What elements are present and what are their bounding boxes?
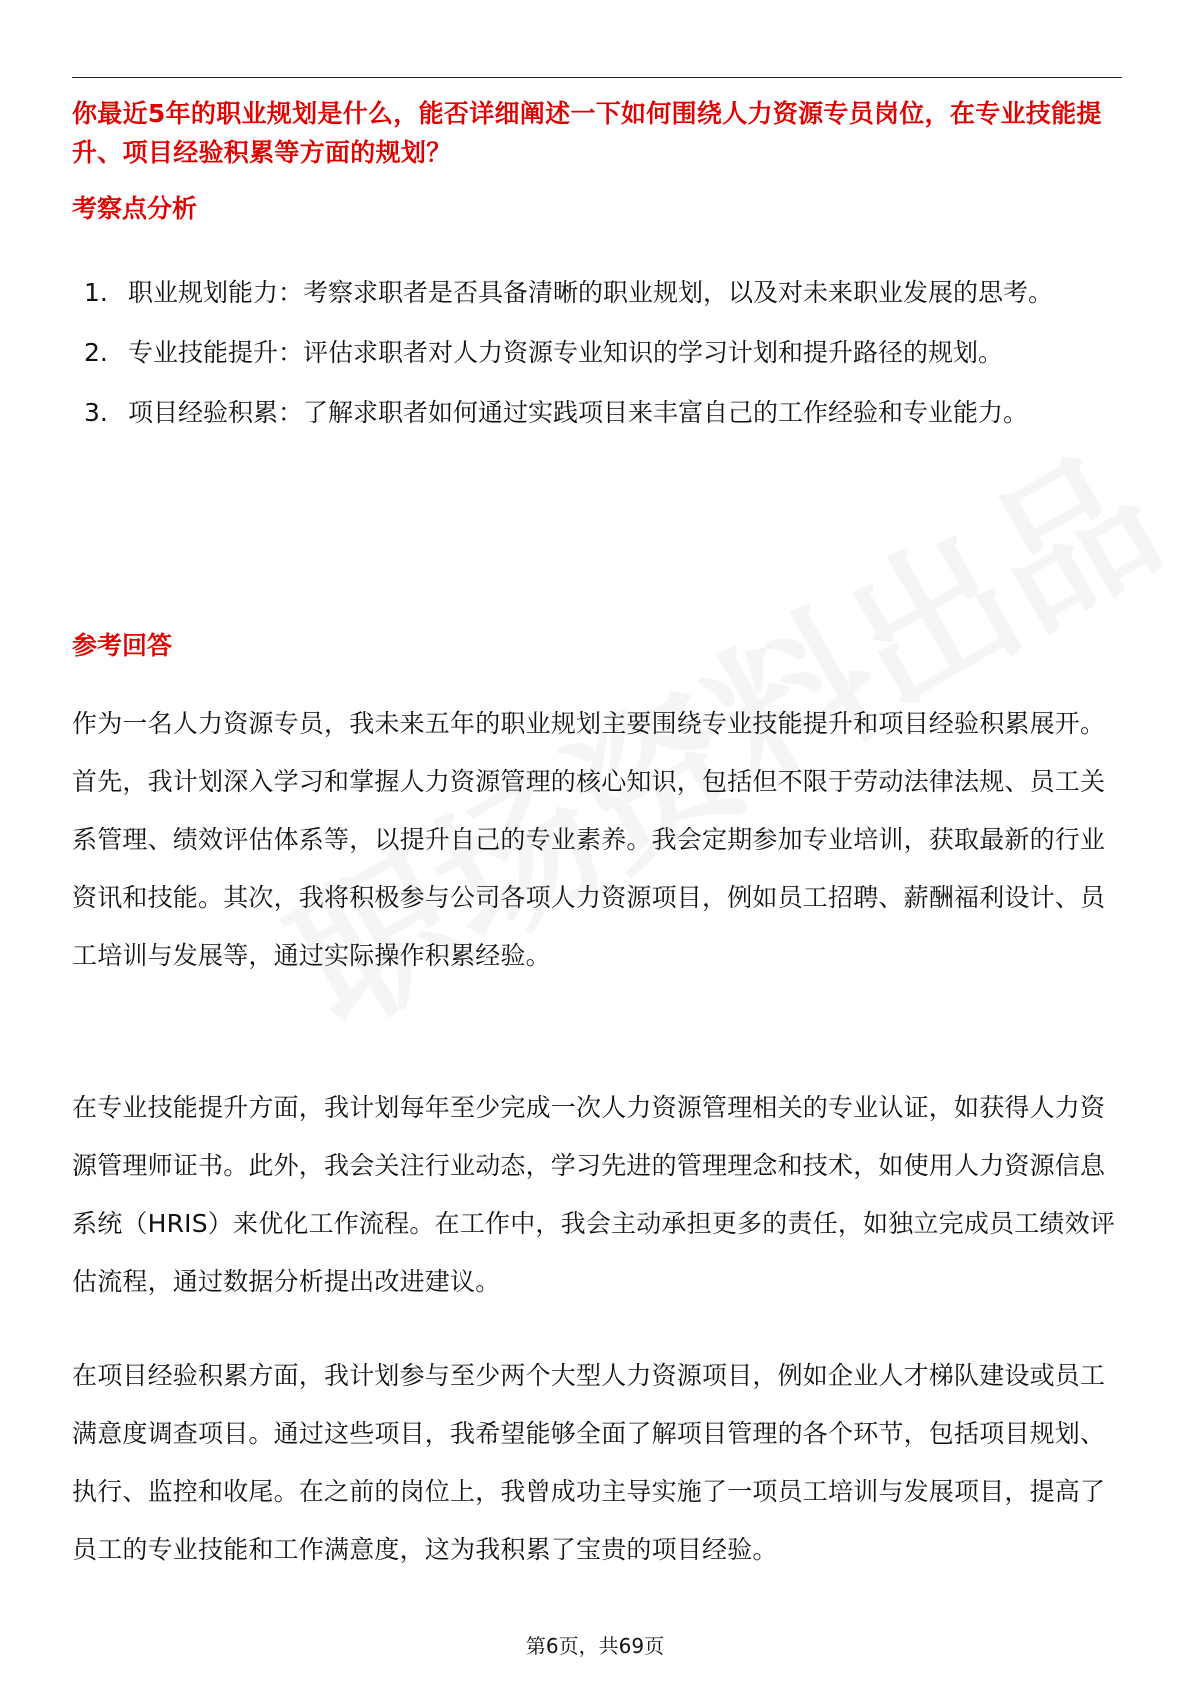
analysis-item	[84, 384, 1124, 442]
analysis-item-number: 1.	[84, 278, 108, 307]
analysis-item-text: 专业技能提升：评估求职者对人力资源专业知识的学习计划和提升路径的规划。	[128, 338, 1004, 367]
answer-paragraph: 在专业技能提升方面，我计划每年至少完成一次人力资源管理相关的专业认证，如获得人力资源管理师证书。此外，我会关注行业动态，学习先进的管理理念和技术，如使用人力资源信息系统（HRIS）来优化工作流程。在工作中，我会主动承担更多的责任，如独立完成员工绩效评估流程，通过数据分析提出改进建议。	[72, 1093, 1116, 1296]
analysis-item-number: 2.	[84, 338, 108, 367]
question-heading: 你最近5年的职业规划是什么，能否详细阐述一下如何围绕人力资源专员岗位，在专业技能提升、项目经验积累等方面的规划？	[72, 99, 1102, 167]
answer-paragraph: 作为一名人力资源专员，我未来五年的职业规划主要围绕专业技能提升和项目经验积累展开。首先，我计划深入学习和掌握人力资源管理的核心知识，包括但不限于劳动法律法规、员工关系管理、绩效评估体系等，以提升自己的专业素养。我会定期参加专业培训，获取最新的行业资讯和技能。其次，我将积极参与公司各项人力资源项目，例如员工招聘、薪酬福利设计、员工培训与发展等，通过实际操作积累经验。	[72, 709, 1106, 970]
answer-section-title: 参考回答	[72, 631, 173, 660]
analysis-item	[84, 264, 1124, 322]
answer-paragraph: 在项目经验积累方面，我计划参与至少两个大型人力资源项目，例如企业人才梯队建设或员工满意度调查项目。通过这些项目，我希望能够全面了解项目管理的各个环节，包括项目规划、执行、监控和收尾。在之前的岗位上，我曾成功主导实施了一项员工培训与发展项目，提高了员工的专业技能和工作满意度，这为我积累了宝贵的项目经验。	[72, 1361, 1106, 1564]
analysis-section-title: 考察点分析	[72, 194, 198, 223]
top-divider	[72, 77, 1122, 78]
analysis-item-text: 项目经验积累：了解求职者如何通过实践项目来丰富自己的工作经验和专业能力。	[128, 398, 1029, 427]
analysis-item-text: 职业规划能力：考察求职者是否具备清晰的职业规划，以及对未来职业发展的思考。	[128, 278, 1054, 307]
page-number: 第6页，共69页	[525, 1634, 665, 1658]
analysis-list	[84, 264, 1124, 444]
analysis-item-number: 3.	[84, 398, 108, 427]
analysis-item	[84, 324, 1124, 382]
